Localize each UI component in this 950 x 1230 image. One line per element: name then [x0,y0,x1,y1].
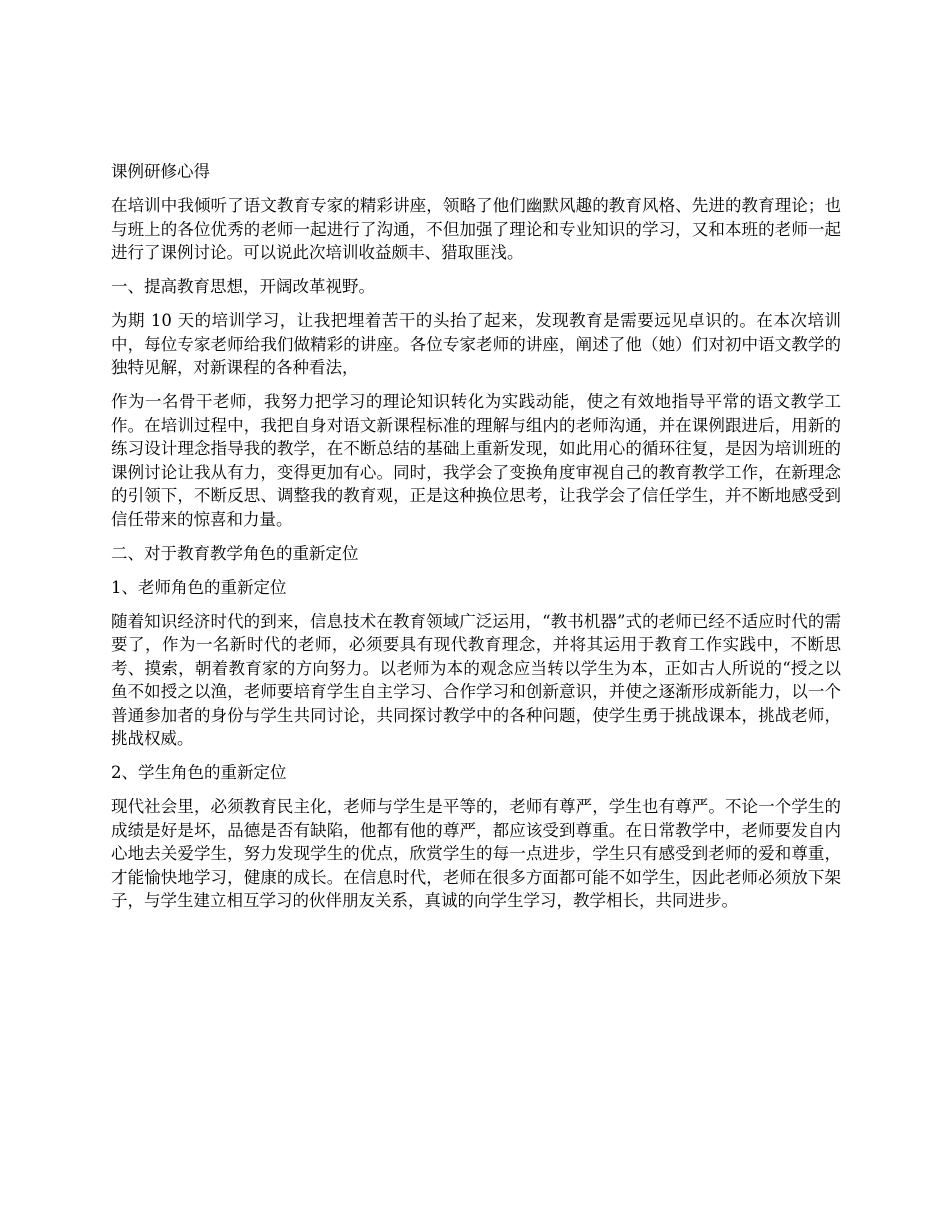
subsection2-heading: 2、学生角色的重新定位 [111,763,287,782]
section2-heading: 二、对于教育教学角色的重新定位 [111,543,359,563]
section1-paragraph-2: 作为一名骨干老师，我努力把学习的理论知识转化为实践动能，使之有效地指导平常的语文教学工作。在培训过程中，我把自身对语文新课程标准的理解与组内的老师沟通，并在课例跟进后，用新的练习设计理念指导我的教学，在不断总结的基础上重新发现，如此用心的循环往复，是因为培训班的课例讨论让我从有力，变得更加有心。同时，我学会了变换角度审视自己的教育教学工作，在新理念的引领下，不断反思、调整我的教育观，正是这种换位思考，让我学会了信任学生，并不断地感受到信任带来的惊喜和力量。 [111,392,841,529]
subsection1-heading: 1、老师角色的重新定位 [111,577,287,597]
subsection2-paragraph: 现代社会里，必须教育民主化，老师与学生是平等的，老师有尊严，学生也有尊严。不论一个学生的成绩是好是坏，品德是否有缺陷，他都有他的尊严，都应该受到尊重。在日常教学中，老师要发自内心地去关爱学生，努力发现学生的优点，欣赏学生的每一点进步，学生只有感受到老师的爱和尊重，才能愉快地学习，健康的成长。在信息时代，老师在很多方面都可能不如学生，因此老师必须放下架子，与学生建立相互学习的伙伴朋友关系，真诚的向学生学习，教学相长，共同进步。 [111,797,841,910]
document-page [111,160,841,923]
subsection1-paragraph: 随着知识经济时代的到来，信息技术在教育领域广泛运用，“教书机器”式的老师已经不适应时代的需要了，作为一名新时代的老师，必须要具有现代教育理念，并将其运用于教育工作实践中，不断思考、摸索，朝着教育家的方向努力。以老师为本的观念应当转以学生为本，正如古人所说的“授之以鱼不如授之以渔，老师要培育学生自主学习、合作学习和创新意识，并使之逐渐形成新能力，以一个普通参加者的身份与学生共同讨论，共同探讨教学中的各种问题，使学生勇于挑战课本，挑战老师，挑战权威。 [111,611,841,748]
document-title: 课例研修心得 [111,162,210,181]
section1-heading: 一、提高教育思想，开阔改革视野。 [111,277,375,296]
section1-paragraph-1: 为期 10 天的培训学习，让我把埋着苦干的头抬了起来，发现教育是需要远见卓识的。在本次培训中，每位专家老师给我们做精彩的讲座。各位专家老师的讲座，阐述了他（她）们对初中语文教学的独特见解，对新课程的各种看法， [111,311,841,377]
intro-paragraph: 在培训中我倾听了语文教育专家的精彩讲座，领略了他们幽默风趣的教育风格、先进的教育理论；也与班上的各位优秀的老师一起进行了沟通，不但加强了理论和专业知识的学习，又和本班的老师一起进行了课例讨论。可以说此次培训收益颇丰、猎取匪浅。 [111,196,841,262]
